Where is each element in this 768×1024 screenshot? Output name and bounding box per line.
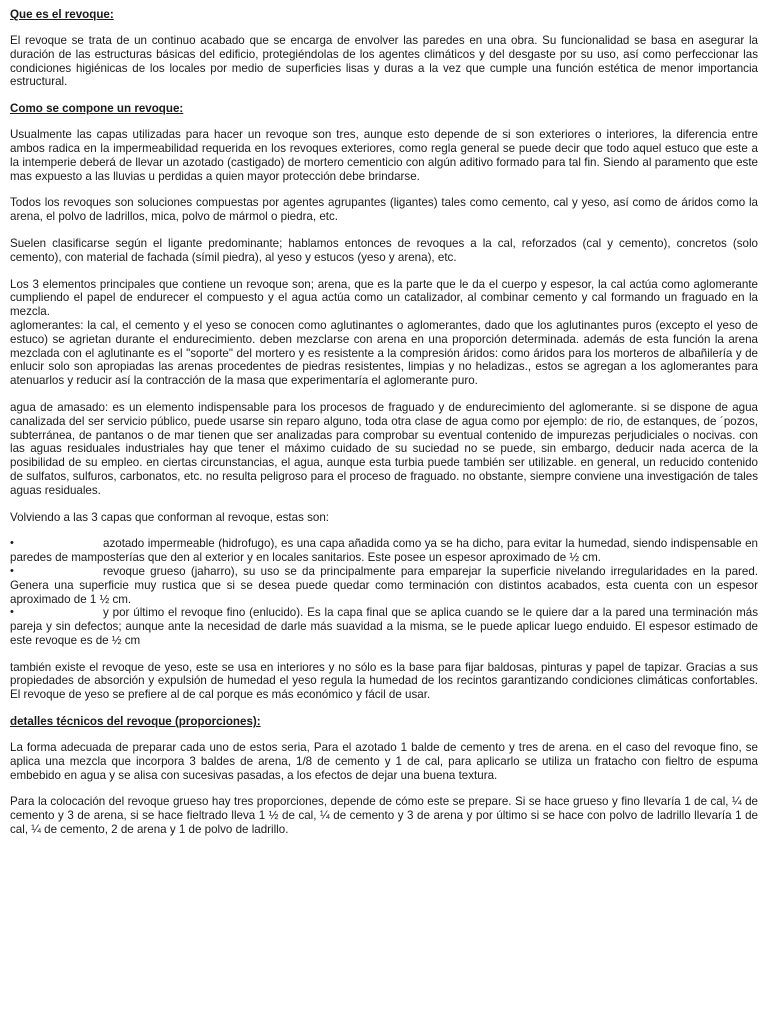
bullet-icon: • bbox=[10, 564, 14, 577]
list-item bbox=[10, 537, 758, 565]
paragraph-definition: El revoque se trata de un continuo acabado que se encarga de envolver las paredes en una obra. Su funcionalidad se basa en asegurar la duración de las estructuras básicas del edificio, protegiéndolas de los agentes climáticos y del desgaste por su uso, así como perfeccionar las condiciones higiénicas de los locales por medio de superficies lisas y duras a la vez que cumple una función estética de menor importancia estructural. bbox=[10, 34, 758, 89]
bullet-icon: • bbox=[10, 606, 14, 619]
list-item-text: revoque grueso (jaharro), su uso se da principalmente para emparejar la superficie nivelando irregularidades en la pared. Genera una superficie muy rustica que si se desea puede quedar como terminación con distintos acabados, esta cuenta con un espesor aproximado de 1 ½ cm. bbox=[10, 564, 758, 606]
list-item bbox=[10, 606, 758, 647]
list-item bbox=[10, 565, 758, 606]
paragraph-revoque-grueso: Para la colocación del revoque grueso hay tres proporciones, depende de cómo este se prepare. Si se hace grueso y fino llevaría 1 de cal, ¼ de cemento y 3 de arena, si se hace fieltrado lleva 1 ½ de cal, ¼ de cemento y 3 de arena y por último si se hace con polvo de ladrillo llevaría 1 de cal, ¼ de cemento, 2 de arena y 1 de polvo de ladrillo. bbox=[10, 795, 758, 837]
list-item-text: y por último el revoque fino (enlucido). Es la capa final que se aplica cuando se le quiere dar a la pared una terminación más pareja y sin defectos; aunque ante la necesidad de darle más suavidad a la misma, se le puede aplicar luego enduido. El espesor estimado de este revoque es de ½ cm bbox=[10, 606, 758, 647]
bullet-icon: • bbox=[10, 537, 14, 550]
layers-list bbox=[10, 537, 758, 647]
section-heading-que-es: Que es el revoque: bbox=[10, 8, 114, 21]
list-item-text: azotado impermeable (hidrofugo), es una capa añadida como ya se ha dicho, para evitar la humedad, siendo indispensable en paredes de mamposterías que den al exterior y en locales sanitarios. Este posee un espesor aproximado de ½ cm. bbox=[10, 537, 758, 565]
paragraph-agua-amasado: agua de amasado: es un elemento indispensable para los procesos de fraguado y de endurecimiento del aglomerante. si se dispone de agua canalizada del ser servicio público, puede usarse sin reparo alguno, toda otra clase de agua como por ejemplo: de rio, de estanques, de ´pozos, subterránea, de pantanos o de mar tienen que ser analizadas para comprobar su eventual contenido de impurezas perjudiciales o nocivas. con las aguas residuales industriales hay que tener el máximo cuidado de su suciedad no se puede, sin embargo, deducir nada acerca de la posibilidad de su empleo. en ciertas circunstancias, el agua, aunque esta turbia puede también ser utilizable. en general, un reducido contenido de sulfatos, sulfuros, carbonatos, etc. no resulta peligroso para el proceso de fraguado. no obstante, siempre conviene una investigación de tales aguas residuales. bbox=[10, 400, 758, 497]
paragraph-clasificacion: Suelen clasificarse según el ligante predominante; hablamos entonces de revoques a la cal, reforzados (cal y cemento), concretos (solo cemento), con material de fachada (símil piedra), al yeso y estucos (yeso y arena), etc. bbox=[10, 236, 758, 264]
paragraph-preparacion: La forma adecuada de preparar cada uno de estos seria, Para el azotado 1 balde de cemento y tres de arena. en el caso del revoque fino, se aplica una mezcla que incorpora 3 baldes de arena, 1/8 de cemento y 1 de cal, para aplicarlo se utiliza un fratacho con fieltro de espuma embebido en agua y se alisa con sucesivas pasadas, a los efectos de dejar una buena textura. bbox=[10, 741, 758, 782]
paragraph-elementos: Los 3 elementos principales que contiene un revoque son; arena, que es la parte que le da el cuerpo y espesor, la cal actúa como aglomerante cumpliendo el papel de endurecer el compuesto y el agua actúa como un catalizador, al combinar cemento y cal formando un fraguado en la mezcla. bbox=[10, 277, 758, 319]
paragraph-capas-intro: Volviendo a las 3 capas que conforman al revoque, estas son: bbox=[10, 510, 330, 524]
paragraph-capas: Usualmente las capas utilizadas para hacer un revoque son tres, aunque esto depende de si son exteriores o interiores, la diferencia entre ambos radica en la impermeabilidad requerida en los revoques exteriores, como regla general se puede decir que todo aquel estuco que este a la intemperie deberá de llevar un azotado (castigado) de mortero cementicio con algún aditivo formado para tal fin. Siendo al paramento que este mas expuesto a las lluvias u perdidas a quien mayor protección debe brindarse. bbox=[10, 128, 758, 183]
paragraph-revoque-yeso: también existe el revoque de yeso, este se usa en interiores y no sólo es la base para fijar baldosas, pinturas y papel de tapizar. Gracias a sus propiedades de absorción y expulsión de humedad el yeso regula la humedad de los recintos garantizando condiciones climáticas confortables. El revoque de yeso se prefiere al de cal porque es más económico y fácil de usar. bbox=[10, 660, 758, 702]
section-heading-detalles: detalles técnicos del revoque (proporciones): bbox=[10, 715, 261, 729]
section-heading-composicion: Como se compone un revoque: bbox=[10, 102, 184, 116]
paragraph-soluciones: Todos los revoques son soluciones compuestas por agentes agrupantes (ligantes) tales como cemento, cal y yeso, así como de áridos como la arena, el polvo de ladrillos, mica, polvo de mármol o piedra, etc. bbox=[10, 196, 758, 224]
paragraph-aglomerantes: aglomerantes: la cal, el cemento y el yeso se conocen como aglutinantes o aglomerantes, dado que los aglutinantes puros (excepto el yeso de estuco) se agrietan durante el endurecimiento. deben mezclarse con arena en una proporción determinada. además de esta función la arena mezclada con el aglutinante es el "soporte" del mortero y es resistente a la compresión áridos: como áridos para los morteros de albañilería y de enlucir solo son apropiadas las arenas procedentes de piedras resistentes, limpias y no heladizas., estos se agregan a los aglomerantes para atenuarlos y reducir así la contracción de la masa que experimentaría el aglomerante puro. bbox=[10, 318, 758, 388]
